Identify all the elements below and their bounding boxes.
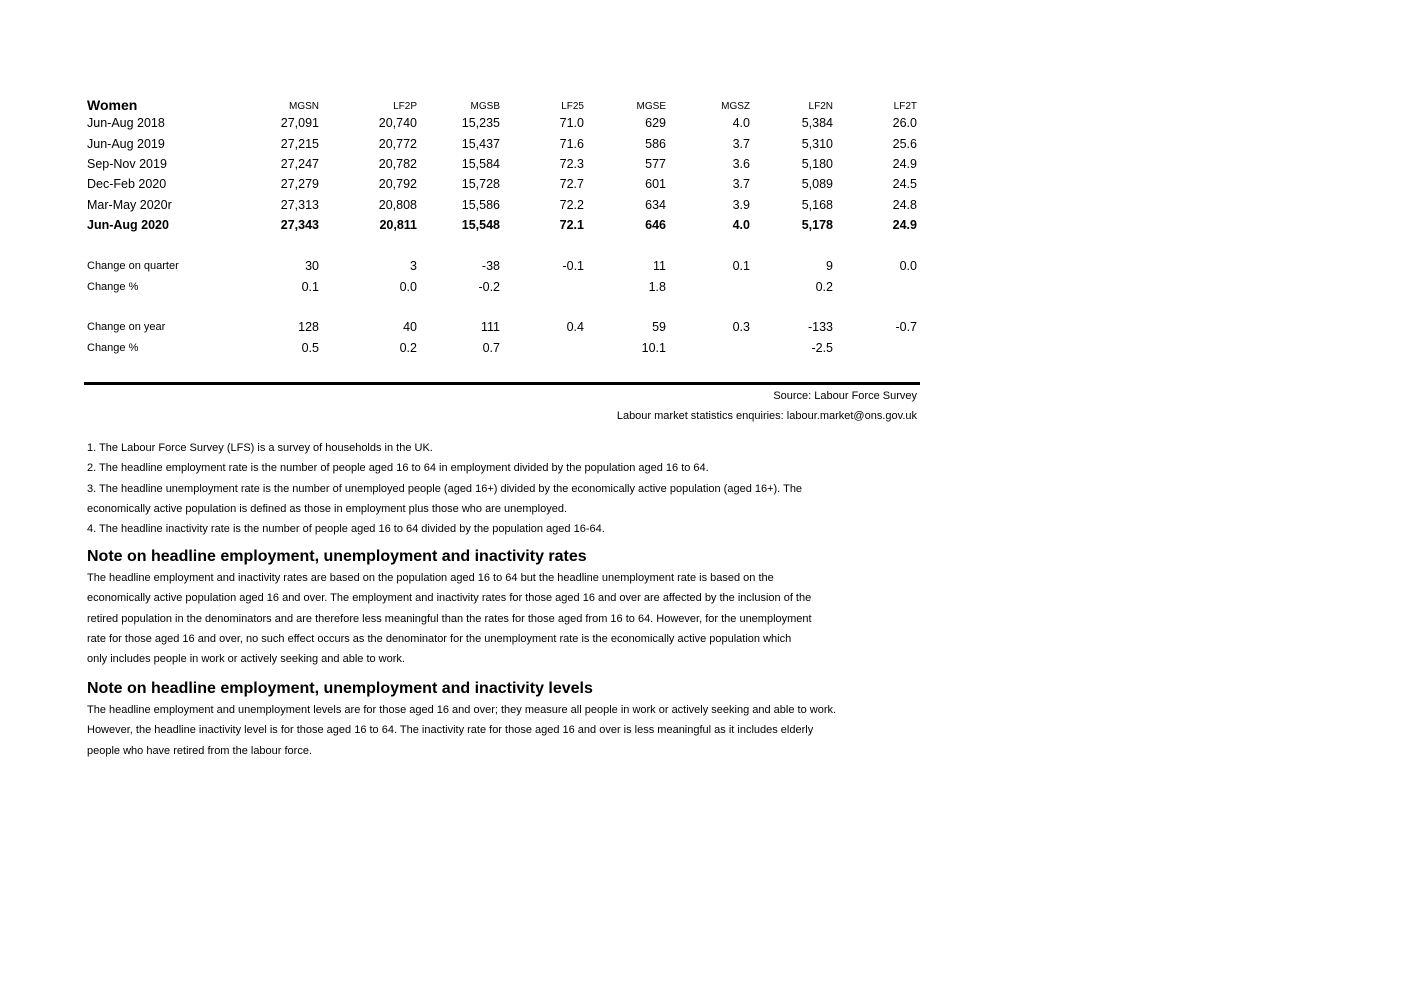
table-cell: 20,792 <box>378 177 417 192</box>
table-row-change <box>84 317 920 338</box>
table-cell: 15,586 <box>461 197 500 212</box>
table-cell: 15,437 <box>461 136 500 151</box>
table-cell: 4.0 <box>732 116 750 131</box>
table-cell: 3.6 <box>732 156 750 171</box>
note-levels-section <box>87 678 887 761</box>
note-line: retired population in the denominators and are therefore less meaningful than the rates for those aged from 16 to 64. However, for the unemployment <box>87 612 812 625</box>
change-label: Change % <box>87 342 139 355</box>
table-cell: 15,584 <box>461 156 500 171</box>
table-cell: 0.0 <box>399 279 417 294</box>
table-header-row <box>84 90 920 113</box>
table-bottom-rule <box>84 382 920 385</box>
table-cell: 20,740 <box>378 116 417 131</box>
table-cell: -0.7 <box>895 320 917 335</box>
table-cell: -38 <box>481 258 500 273</box>
table-spacer <box>84 297 920 317</box>
note-rates-section <box>87 546 887 669</box>
table-cell: 24.5 <box>892 177 917 192</box>
change-label: Change % <box>87 280 139 293</box>
table-row <box>84 133 920 153</box>
table-cell: 72.3 <box>559 156 584 171</box>
note-line: The headline employment and inactivity rates are based on the population aged 16 to 64 but the headline unemployment rate is based on the <box>87 572 774 584</box>
footnote: 3. The headline unemployment rate is the number of unemployed people (aged 16+) divided by the economically active population (aged 16+). The <box>87 482 803 495</box>
table-cell: 5,384 <box>801 116 833 131</box>
table-cell: 586 <box>645 136 666 151</box>
table-cell: 26.0 <box>892 116 917 131</box>
table-row <box>84 174 920 194</box>
table-cell: 1.8 <box>648 279 666 294</box>
table-cell: 30 <box>305 258 319 273</box>
row-period-label: Jun-Aug 2020 <box>87 218 169 233</box>
table-spacer <box>84 235 920 255</box>
table-cell: 27,091 <box>280 116 319 131</box>
table-cell <box>669 276 753 297</box>
table-cell: 40 <box>403 320 417 335</box>
table-cell: 0.3 <box>732 320 750 335</box>
table-cell: 128 <box>298 320 319 335</box>
table-cell: 24.9 <box>892 156 917 171</box>
women-lfs-table <box>84 90 920 359</box>
table-cell: 3.7 <box>732 136 750 151</box>
column-code: MGSE <box>636 101 666 112</box>
table-cell: 59 <box>652 320 666 335</box>
table-cell <box>503 276 587 297</box>
table-title: Women <box>87 97 138 113</box>
table-cell: 25.6 <box>892 136 917 151</box>
row-period-label: Mar-May 2020r <box>87 197 172 212</box>
table-cell: 577 <box>645 156 666 171</box>
table-cell: 20,772 <box>378 136 417 151</box>
note-line: However, the headline inactivity level is for those aged 16 to 64. The inactivity rate for those aged 16 and over is less meaningful as it includes elderly <box>87 724 814 737</box>
table-cell: -133 <box>807 320 833 335</box>
table-cell: 24.9 <box>892 218 917 233</box>
table-cell: 27,247 <box>280 156 319 171</box>
footnote: 2. The headline employment rate is the number of people aged 16 to 64 in employment divided by the population aged 16 to 64. <box>87 462 709 475</box>
table-cell: 111 <box>480 320 500 335</box>
table-cell: 27,313 <box>280 197 319 212</box>
table-cell <box>503 338 587 359</box>
table-cell: 3 <box>410 258 417 273</box>
note-line: The headline employment and unemployment levels are for those aged 16 and over; they measure all people in work or actively seeking and able to work. <box>87 704 837 716</box>
footnote: 1. The Labour Force Survey (LFS) is a survey of households in the UK. <box>87 442 433 454</box>
table-cell: 71.0 <box>559 116 584 131</box>
table-cell: 0.1 <box>301 279 319 294</box>
column-code: LF25 <box>561 101 584 112</box>
note-line: only includes people in work or actively seeking and able to work. <box>87 653 405 666</box>
table-cell: 71.6 <box>559 136 584 151</box>
table-cell: 15,548 <box>461 218 500 233</box>
column-code: MGSZ <box>721 101 750 112</box>
table-cell: 27,343 <box>280 218 319 233</box>
table-cell: 27,279 <box>280 177 319 192</box>
table-row <box>84 195 920 215</box>
table-cell <box>836 338 920 359</box>
table-cell: 3.7 <box>732 177 750 192</box>
table-cell: 24.8 <box>892 197 917 212</box>
column-code: MGSN <box>289 101 319 112</box>
table-cell: 0.2 <box>399 341 417 356</box>
table-cell: 5,310 <box>801 136 833 151</box>
table-cell: 72.1 <box>559 218 584 233</box>
column-code: LF2N <box>808 101 833 112</box>
table-cell: 5,178 <box>801 218 833 233</box>
footnote: economically active population is defined as those in employment plus those who are unemployed. <box>87 502 568 515</box>
table-cell: 0.1 <box>732 258 750 273</box>
table-cell <box>836 276 920 297</box>
note-line: rate for those aged 16 and over, no such effect occurs as the denominator for the unemployment rate is the economically active population which <box>87 632 792 645</box>
table-cell: 10.1 <box>641 341 666 356</box>
table-cell: 11 <box>653 258 666 273</box>
row-period-label: Dec-Feb 2020 <box>87 177 167 192</box>
footnote: 4. The headline inactivity rate is the number of people aged 16 to 64 divided by the population aged 16-64. <box>87 523 605 536</box>
table-row-latest <box>84 215 920 235</box>
table-cell: 0.0 <box>899 258 917 273</box>
table-cell: 72.7 <box>559 177 584 192</box>
table-cell: 5,180 <box>801 156 833 171</box>
note-levels-heading: Note on headline employment, unemployment and inactivity levels <box>87 680 593 697</box>
table-cell: 0.2 <box>815 279 833 294</box>
table-cell: 646 <box>645 218 666 233</box>
table-cell: 0.4 <box>566 320 584 335</box>
table-cell: 20,782 <box>378 156 417 171</box>
table-cell: -0.2 <box>478 279 500 294</box>
table-cell: 27,215 <box>280 136 319 151</box>
column-code: MGSB <box>470 101 500 112</box>
table-cell: 20,811 <box>379 218 417 233</box>
table-cell: 4.0 <box>732 218 750 233</box>
column-code: LF2T <box>893 101 917 112</box>
table-cell: 5,168 <box>801 197 833 212</box>
enquiries-note: Labour market statistics enquiries: labour.market@ons.gov.uk <box>616 410 917 422</box>
table-cell: 15,235 <box>461 116 500 131</box>
table-cell: -0.1 <box>562 258 584 273</box>
source-note: Source: Labour Force Survey <box>773 390 917 402</box>
table-cell: 601 <box>645 177 666 192</box>
note-line: people who have retired from the labour force. <box>87 744 313 757</box>
table-cell: 15,728 <box>461 177 500 192</box>
note-rates-heading: Note on headline employment, unemployment and inactivity rates <box>87 548 587 565</box>
table-cell: 20,808 <box>378 197 417 212</box>
table-cell: 3.9 <box>732 197 750 212</box>
table-cell: 634 <box>645 197 666 212</box>
table-row-change <box>84 338 920 359</box>
table-row-change <box>84 276 920 297</box>
table-cell <box>669 338 753 359</box>
table-cell: 0.5 <box>301 341 319 356</box>
table-cell: 0.7 <box>482 341 500 356</box>
change-label: Change on year <box>87 321 166 334</box>
table-row <box>84 154 920 174</box>
change-label: Change on quarter <box>87 259 179 272</box>
column-code: LF2P <box>393 101 417 112</box>
table-cell: -2.5 <box>811 341 833 356</box>
table-row-change <box>84 255 920 276</box>
note-line: economically active population aged 16 and over. The employment and inactivity rates for those aged 16 and over are affected by the inclusion of the <box>87 592 812 605</box>
row-period-label: Sep-Nov 2019 <box>87 156 167 171</box>
table-cell: 72.2 <box>559 197 584 212</box>
table-cell: 629 <box>645 116 666 131</box>
table-row <box>84 113 920 133</box>
row-period-label: Jun-Aug 2019 <box>87 136 165 151</box>
table-cell: 9 <box>826 258 833 273</box>
footnotes <box>87 438 887 539</box>
table-cell: 5,089 <box>801 177 833 192</box>
row-period-label: Jun-Aug 2018 <box>87 116 165 131</box>
